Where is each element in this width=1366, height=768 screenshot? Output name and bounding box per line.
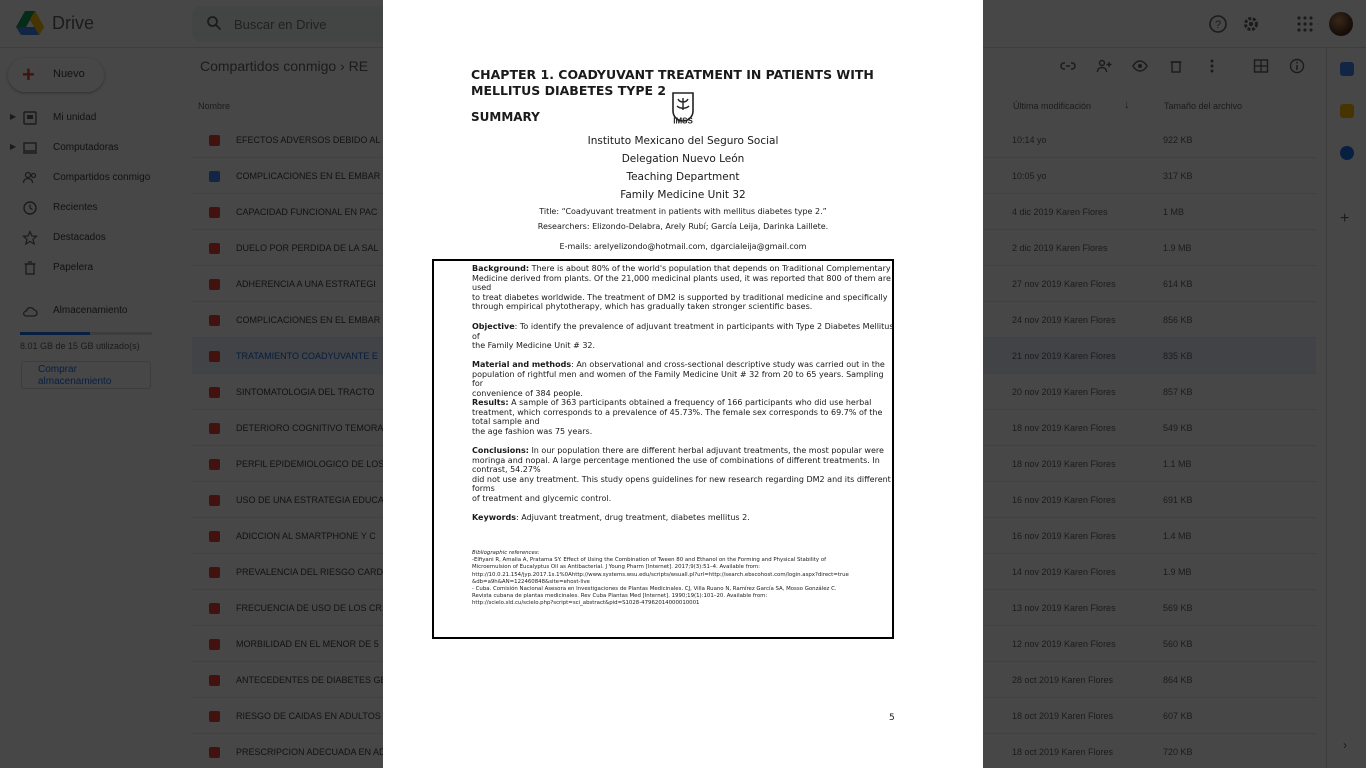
page-number: 5 [889,713,895,723]
department-name: Teaching Department [626,171,740,183]
study-title: Title: “Coadyuvant treatment in patients with mellitus diabetes type 2.” [539,207,827,216]
reference-line: &db=a9h&AN=122460848&site=ehost-live [472,578,590,585]
delegation-name: Delegation Nuevo León [621,153,745,165]
chapter-title: CHAPTER 1. COADYUVANT TREATMENT IN PATIENTS WITH MELLITUS DIABETES TYPE 2 [471,67,874,98]
reference-link: http://10.0.21.154/jyp.2017.1s.1%0Ahttp://www.systems.wsu.edu/scripts/wsuall.pl?url=http://search.ebscohost.com/login.aspx?direct=true [472,571,849,578]
imss-logo-text: IMSS [673,116,693,125]
unit-name: Family Medicine Unit 32 [620,189,746,201]
institution-name: Instituto Mexicano del Seguro Social [587,135,779,147]
reference-line: - Cuba. Comisión Nacional Asesora en Investigaciones de Plantas Medicinales. CJ, Villa Ruano N, Ramírez García SA, Mosso González C. [472,586,837,593]
reference-line: Microemulsion of Eucalyptus Oil as Antibacterial. J Young Pharm [Internet]. 2017;9(3):51–4. Available from: [472,564,760,571]
methods-paragraph: Material and methods: An observational and cross-sectional descriptive study was carried out in the population of rightful men and women of the Family Medicine Unit # 32 from 20 to 65 years. Sampling for convenience of 384 people. [472,360,885,398]
researchers: Researchers: Elizondo-Delabra, Arely Rubí; García Leija, Darinka Laillete. [537,222,829,231]
objective-paragraph: Objective: To identify the prevalence of adjuvant treatment in participants with Type 2 Diabetes Mellitus of the Family Medicine Unit # 32. [472,322,894,351]
background-paragraph: Background: There is about 80% of the world's population that depends on Traditional Complementary Medicine derived from plants. Of the 21,000 medicinal plants used, it was reported that 800 of them are used to treat diabetes worldwide. The treatment of DM2 is supported by traditional medicine and specifically through empirical phytotherapy, which has gradually taken stronger scientific bases. [472,264,891,312]
abstract-box [432,259,894,639]
pdf-page [383,0,983,768]
reference-line: -Elfiyani R, Amalia A, Pratama SY. Effect of Using the Combination of Tween 80 and Ethanol on the Forming and Physical Stability of [472,557,826,564]
references-heading: Bibliographic references: [472,550,540,556]
imss-logo-icon [669,91,697,125]
reference-line: Revista cubana de plantas medicinales. Rev Cuba Plantas Med [Internet]. 1990;19(1):101–20. Available from: [472,593,768,600]
conclusions-paragraph: Conclusions: In our population there are different herbal adjuvant treatments, the most popular were moringa and nopal. A large percentage mentioned the use of combinations of different treatments. In contrast, 54.27% did not use any treatment. This study opens guidelines for new research regarding DM2 and its different forms of treatment and glycemic control. [472,446,891,503]
emails: E-mails: arelyelizondo@hotmail.com, dgarcialeija@gmail.com [559,242,807,251]
bibliographic-references [472,550,896,608]
reference-link: http://scielo.sld.cu/scielo.php?script=sci_abstract&pid=S1028-47962014000010001 [472,600,700,607]
summary-heading: SUMMARY [471,110,540,124]
keywords-paragraph: Keywords: Adjuvant treatment, drug treatment, diabetes mellitus 2. [472,513,750,522]
results-paragraph: Results: A sample of 363 participants obtained a frequency of 166 participants who did use herbal treatment, which corresponds to a prevalence of 45.73%. The female sex corresponds to 69.7% of the total sample and the age fashion was 75 years. [472,398,883,436]
